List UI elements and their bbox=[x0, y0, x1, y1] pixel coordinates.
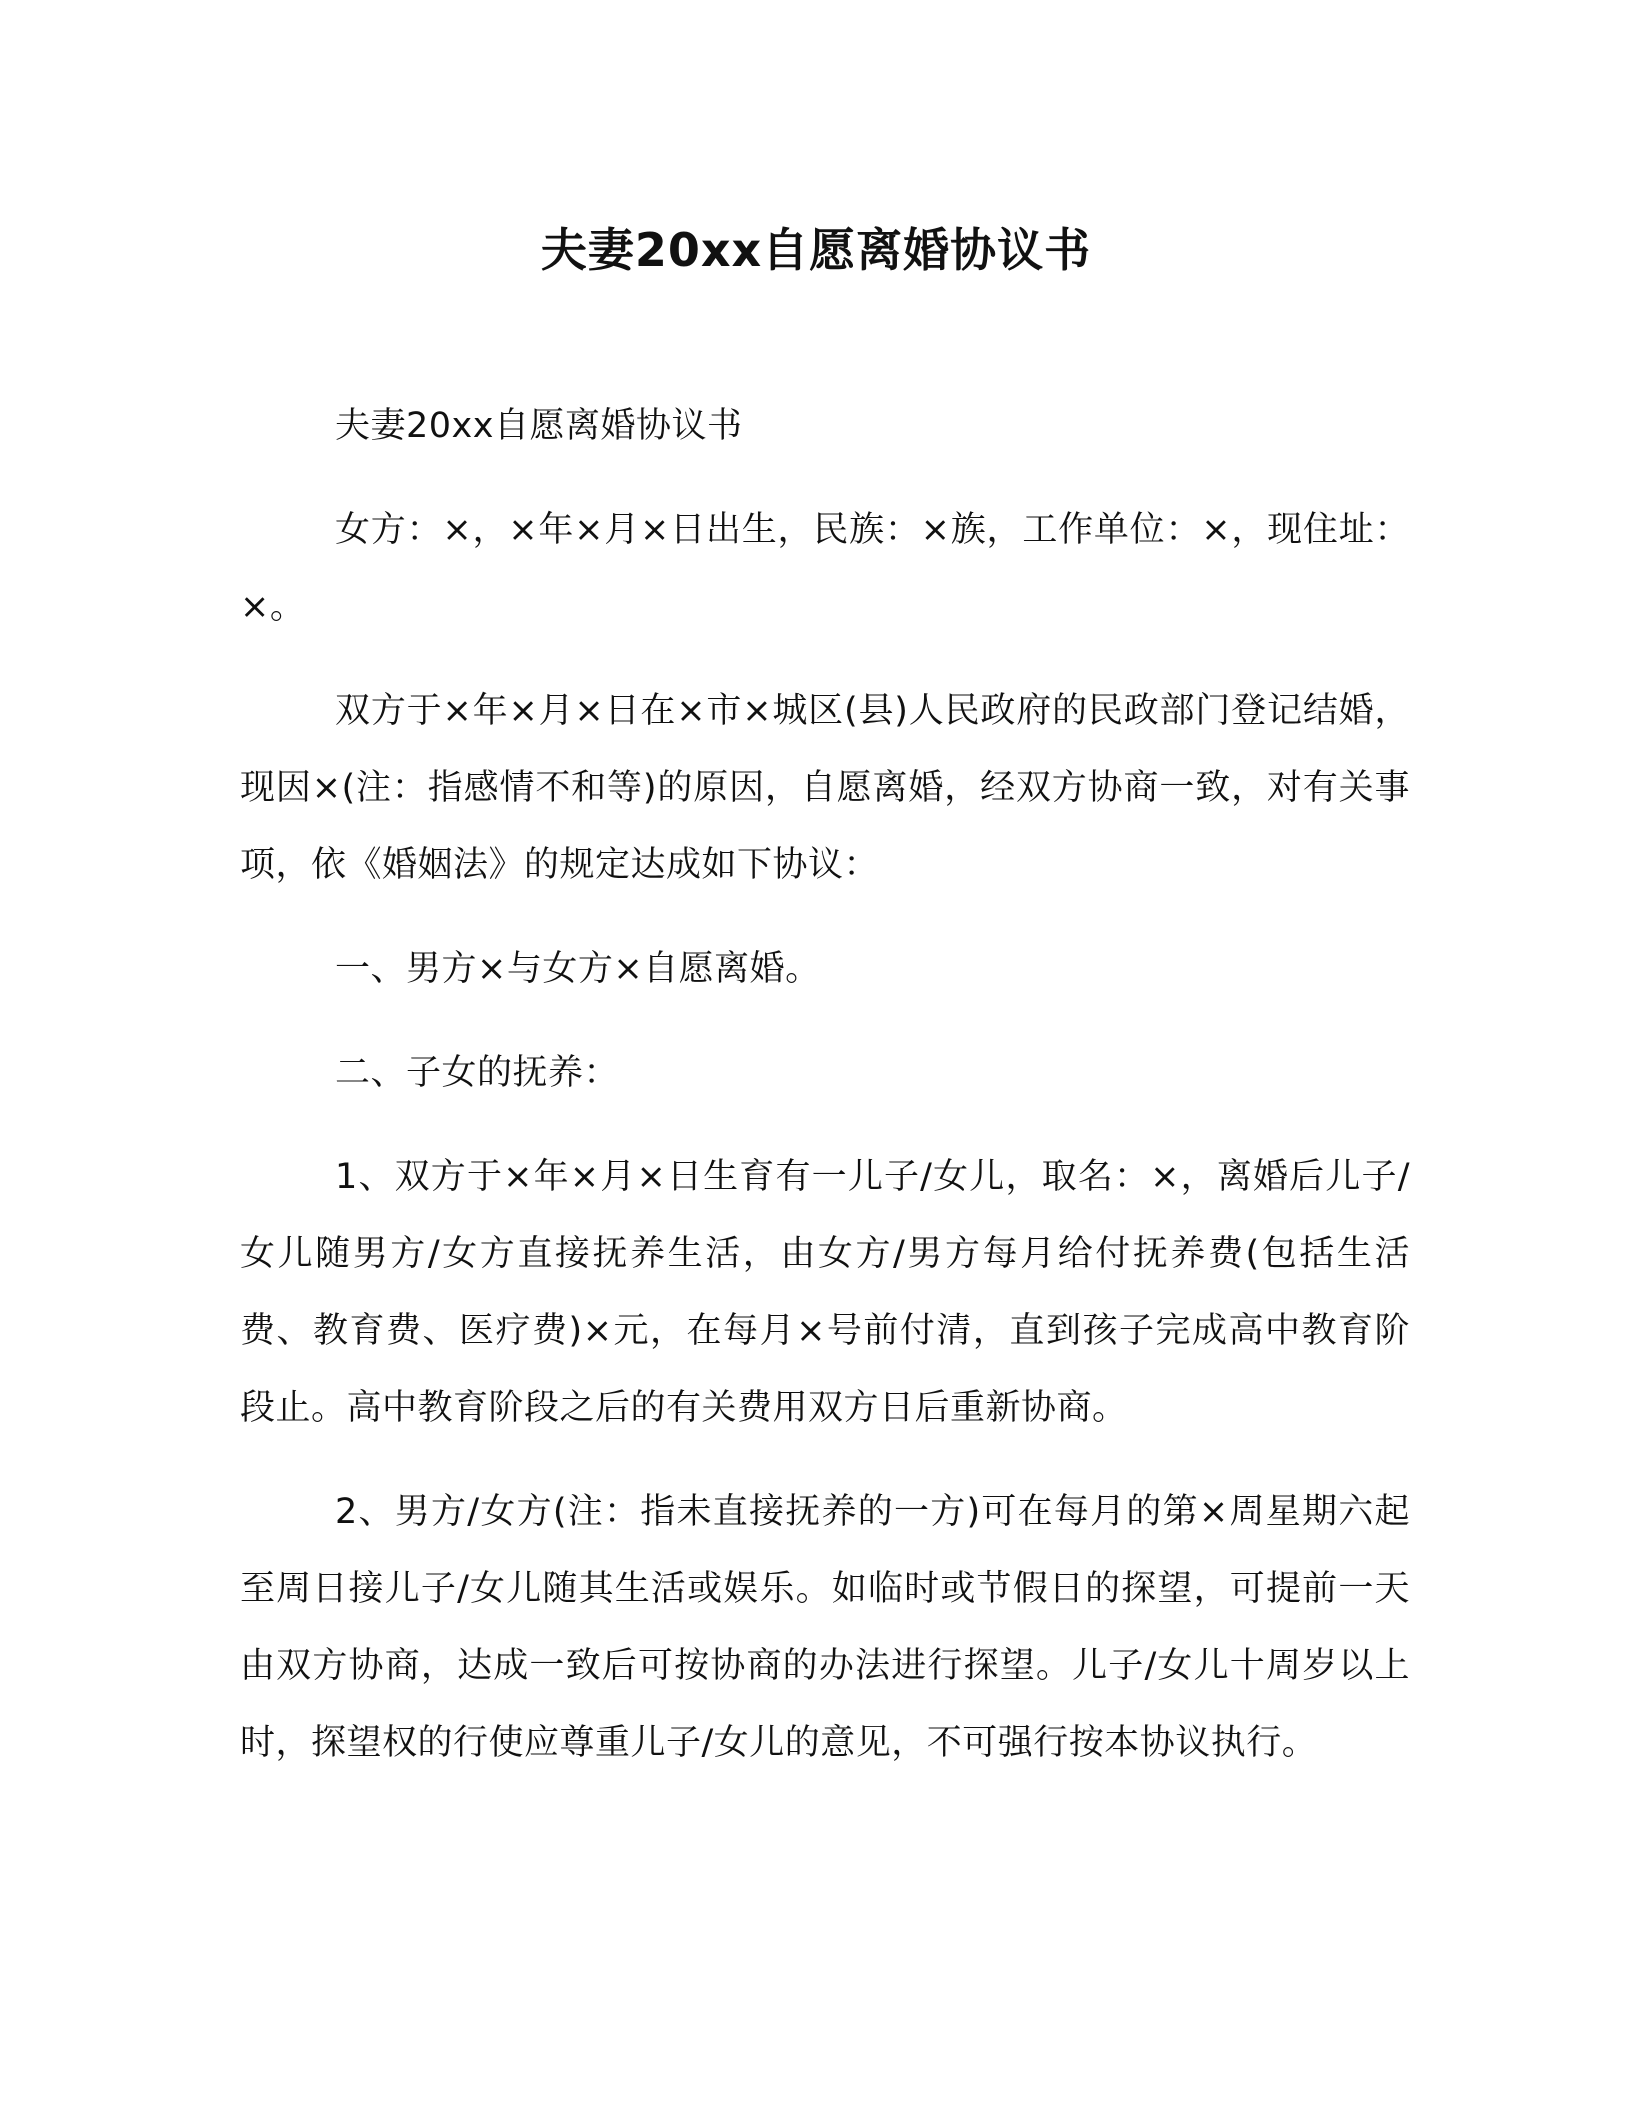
document-title: 夫妻20xx自愿离婚协议书 bbox=[540, 223, 1092, 277]
paragraph-subtitle: 夫妻20xx自愿离婚协议书 bbox=[335, 406, 743, 446]
document-body bbox=[240, 388, 1410, 1809]
paragraph-marriage-info: 双方于×年×月×日在×市×城区(县)人民政府的民政部门登记结婚，现因×(注：指感情不和等)的原因，自愿离婚，经双方协商一致，对有关事项，依《婚姻法》的规定达成如下协议： bbox=[240, 691, 1410, 885]
paragraph-visitation: 2、男方/女方(注：指未直接抚养的一方)可在每月的第×周星期六起至周日接儿子/女儿随其生活或娱乐。如临时或节假日的探望，可提前一天由双方协商，达成一致后可按协商的办法进行探望。儿子/女儿十周岁以上时，探望权的行使应尊重儿子/女儿的意见，不可强行按本协议执行。 bbox=[240, 1492, 1410, 1763]
paragraph-clause-2-heading: 二、子女的抚养： bbox=[335, 1053, 620, 1093]
paragraph-female-party: 女方：×，×年×月×日出生，民族：×族，工作单位：×，现住址：×。 bbox=[240, 510, 1410, 627]
paragraph-clause-1: 一、男方×与女方×自愿离婚。 bbox=[335, 949, 821, 989]
paragraph-child-support: 1、双方于×年×月×日生育有一儿子/女儿，取名：×，离婚后儿子/女儿随男方/女方直接抚养生活，由女方/男方每月给付抚养费(包括生活费、教育费、医疗费)×元，在每月×号前付清，直到孩子完成高中教育阶段止。高中教育阶段之后的有关费用双方日后重新协商。 bbox=[240, 1157, 1410, 1428]
